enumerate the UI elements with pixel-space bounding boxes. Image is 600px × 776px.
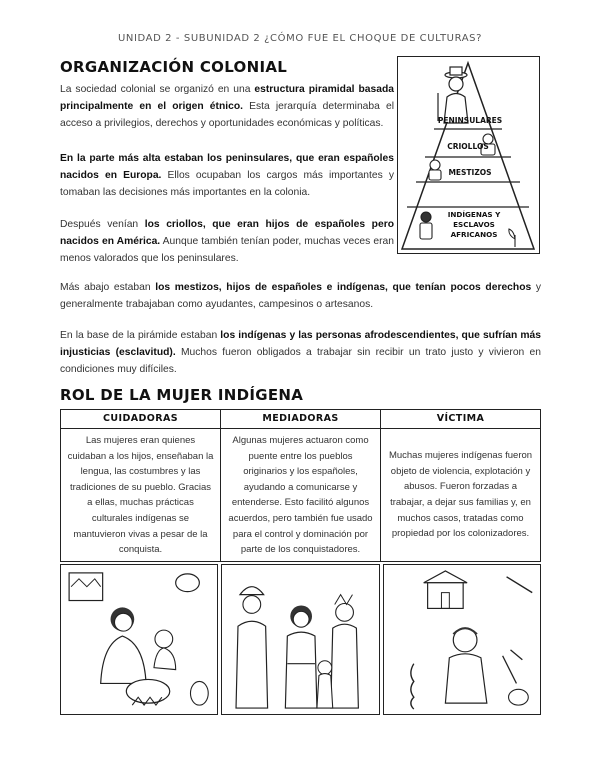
role-text-victima: Muchas mujeres indígenas fueron objeto de violencia, explotación y abusos. Fueron forzadas a trabajar, a dejar sus familias y, en muchos casos, tratadas como propiedad por los colonizadores. [388,450,533,540]
role-column-victima [381,410,540,561]
paragraph-criollos: Después venían los criollos, que eran hijos de españoles pero nacidos en América. Aunque también tenían poder, muchas veces eran menos valorados que los peninsulares. [60,219,394,265]
pyramid-illustration [398,57,538,252]
pyramid-level-indigenas-line3: AFRICANOS [450,230,498,239]
mestizo-figure-icon [429,160,441,180]
enslaved-woman-icon [384,565,540,714]
roles-table [60,409,541,562]
paragraph-peninsulares: En la parte más alta estaban los peninsulares, que eran españoles nacidos en Europa. Ellos ocupaban los cargos más importantes y tomaban las decisiones más importantes en la colonia. [60,153,394,199]
pyramid-level-peninsulares: PENINSULARES [437,116,503,125]
role-header-cuidadoras: CUIDADORAS [61,410,220,429]
paragraph-structure: La sociedad colonial se organizó en una estructura piramidal basada principalmente en el origen étnico. Esta jerarquía determinaba el acceso a privilegios, derechos y oportunidades económicas y políticas. [60,84,394,130]
paragraph-indigenas: En la base de la pirámide estaban los indígenas y las personas afrodescendientes, que sufrían más injusticias (esclavitud). Muchos fueron obligados a trabajar sin recibir un trato justo y vivieron en condiciones muy difíciles. [60,330,542,376]
illustrations-row [60,564,541,715]
paragraph-mestizos: Más abajo estaban los mestizos, hijos de españoles e indígenas, que tenían pocos derechos y generalmente trabajaban como ayudantes, campesinos o artesanos. [60,282,542,311]
social-pyramid-figure [397,56,540,254]
role-column-cuidadoras [61,410,221,561]
role-text-cuidadoras: Las mujeres eran quienes cuidaban a los hijos, enseñaban la lengua, las costumbres y las tradiciones de su pueblo. Gracias a ellas, muchas prácticas culturales indígenas se mantuvieron vivas a pesar de la conquista. [67,435,214,556]
pyramid-level-criollos: CRIOLLOS [447,142,489,151]
section-title-rol-mujer: ROL DE LA MUJER INDÍGENA [60,386,304,404]
mother-cooking-icon [61,565,217,714]
role-column-mediadoras [221,410,381,561]
role-text-mediadoras: Algunas mujeres actuaron como puente entre los pueblos originarios y los españoles, ayudando a comunicarse y entenderse. Esto facilitó algunos acuerdos, pero también fue usado para el control y dominación por parte de los conquistadores. [228,435,373,556]
victima-illustration [383,564,541,715]
cuidadora-illustration [60,564,218,715]
role-header-mediadoras: MEDIADORAS [221,410,380,429]
pyramid-level-indigenas-line2: ESCLAVOS [453,220,495,229]
section-title-organizacion: ORGANIZACIÓN COLONIAL [60,58,288,76]
pyramid-level-indigenas-line1: INDÍGENAS Y [447,210,501,219]
plant-icon [509,229,515,247]
pyramid-level-mestizos: MESTIZOS [448,168,492,177]
indigenous-figure-icon [420,212,432,239]
meeting-figures-icon [222,565,378,714]
unit-header: UNIDAD 2 - SUBUNIDAD 2 ¿CÓMO FUE EL CHOQUE DE CULTURAS? [117,33,483,44]
peninsular-figure-icon [438,67,468,123]
role-header-victima: VÍCTIMA [381,410,540,429]
mediadora-illustration [221,564,379,715]
